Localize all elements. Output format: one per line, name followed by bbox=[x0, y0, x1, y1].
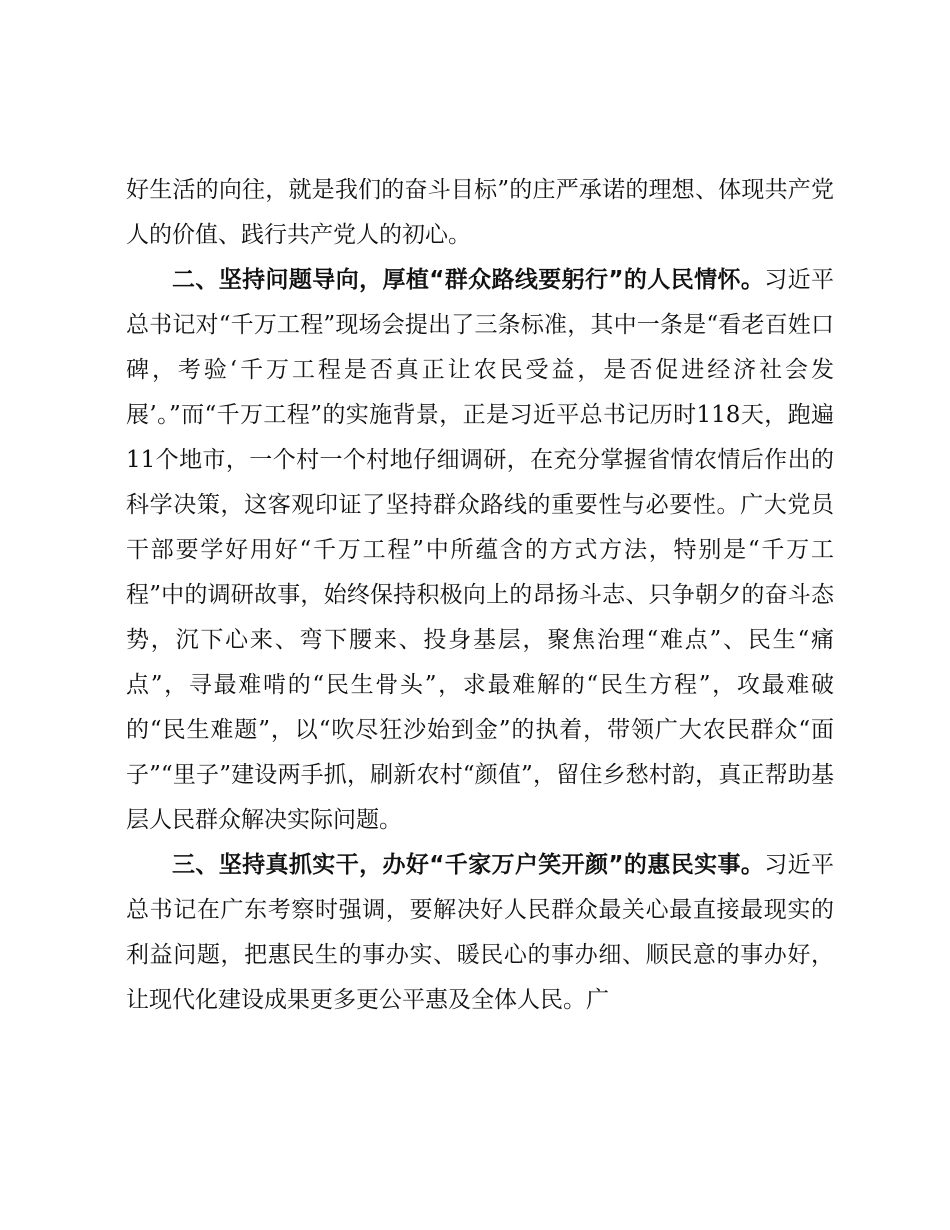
paragraph-body: 好生活的向往，就是我们的奋斗目标”的庄严承诺的理想、体现共产党人的价值、践行共产党人的初心。 bbox=[126, 177, 834, 248]
paragraph-body: 习近平总书记在广东考察时强调，要解决好人民群众最关心最直接最现实的利益问题，把惠民生的事办实、暖民心的事办细、顺民意的事办好，让现代化建设成果更多更公平惠及全体人民。广 bbox=[126, 852, 835, 1013]
paragraph-body: 习近平总书记对“千万工程”现场会提出了三条标准，其中一条是“看老百姓口碑，考验‘千万工程是否真正让农民受益，是否促进经济社会发展’。”而“千万工程”的实施背景，正是习近平总书记历时118天，跑遍11个地市，一个村一个村地仔细调研，在充分掌握省情农情后作出的科学决策，这客观印证了坚持群众路线的重要性与必要性。广大党员干部要学好用好“千万工程”中所蕴含的方式方法，特别是“千万工程”中的调研故事，始终保持积极向上的昂扬斗志、只争朝夕的奋斗态势，沉下心来、弯下腰来、投身基层，聚焦治理“难点”、民生“痛点”，寻最难啃的“民生骨头”，求最难解的“民生方程”，攻最难破的“民生难题”，以“吹尽狂沙始到金”的执着，带领广大农民群众“面子”“里子”建设两手抓，刷新农村“颜值”，留住乡愁村韵，真正帮助基层人民群众解决实际问题。 bbox=[126, 267, 835, 833]
section-heading: 三、坚持真抓实干，办好“千家万户笑开颜”的惠民实事。 bbox=[172, 852, 765, 878]
section-heading: 二、坚持问题导向，厚植“群众路线要躬行”的人民情怀。 bbox=[172, 267, 765, 293]
document-body bbox=[126, 168, 834, 1023]
paragraph-continuation bbox=[126, 168, 834, 258]
paragraph-section-three bbox=[126, 843, 834, 1023]
paragraph-section-two bbox=[126, 258, 834, 843]
